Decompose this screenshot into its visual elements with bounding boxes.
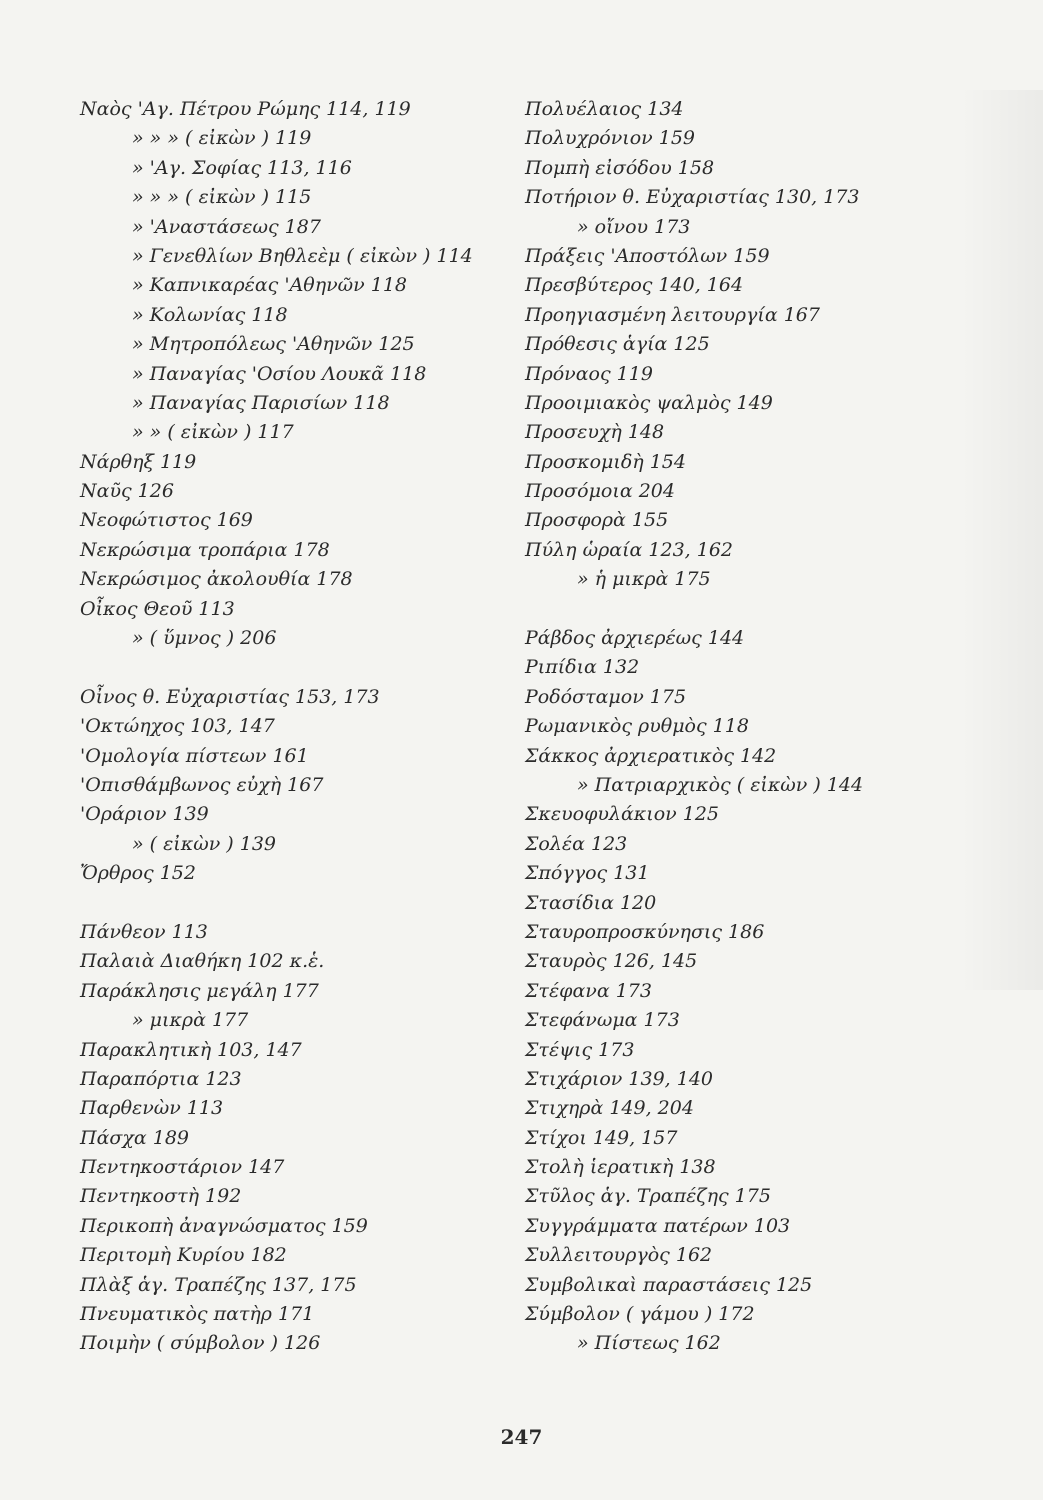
index-entry: Ναὸς 'Αγ. Πέτρου Ρώμης 114, 119 xyxy=(80,98,411,120)
index-entry: » » » ( εἰκὼν ) 115 xyxy=(132,186,312,209)
index-entry: » Παναγίας Παρισίων 118 xyxy=(132,391,390,414)
index-entry: Νεκρώσιμος ἀκολουθία 178 xyxy=(80,568,353,591)
index-entry: » Κολωνίας 118 xyxy=(132,303,288,326)
index-entry: Ρωμανικὸς ρυθμὸς 118 xyxy=(525,715,749,738)
index-entry: » » ( εἰκὼν ) 117 xyxy=(132,421,294,444)
index-entry: 'Οράριον 139 xyxy=(80,803,209,826)
index-entry: Ποιμὴν ( σύμβολον ) 126 xyxy=(80,1332,321,1355)
index-entry: 'Οπισθάμβωνος εὐχὴ 167 xyxy=(80,773,324,796)
index-entry: Προσκομιδὴ 154 xyxy=(525,450,686,473)
index-entry: » » » ( εἰκὼν ) 119 xyxy=(132,127,312,150)
index-entry: Σταυρὸς 126, 145 xyxy=(525,950,698,973)
index-entry: » 'Αναστάσεως 187 xyxy=(132,215,321,238)
index-entry: Σολέα 123 xyxy=(525,832,628,855)
index-entry: » ( ὕμνος ) 206 xyxy=(132,627,277,650)
index-column-right xyxy=(525,95,955,1359)
index-entry: Ροδόσταμον 175 xyxy=(525,685,687,708)
index-entry: » Καπνικαρέας 'Αθηνῶν 118 xyxy=(132,274,408,297)
index-entry: Σπόγγος 131 xyxy=(525,862,650,885)
index-entry: » Παναγίας 'Οσίου Λουκᾶ 118 xyxy=(132,362,427,385)
index-entry: Ριπίδια 132 xyxy=(525,656,640,679)
index-entry: Παράκλησις μεγάλη 177 xyxy=(80,979,319,1002)
index-entry: Πρόναος 119 xyxy=(525,362,653,385)
index-entry: Στίχοι 149, 157 xyxy=(525,1126,678,1149)
index-entry: Πάνθεον 113 xyxy=(80,920,208,943)
index-entry: Προσφορὰ 155 xyxy=(525,509,669,532)
index-entry: Οἶνος θ. Εὐχαριστίας 153, 173 xyxy=(80,685,380,708)
index-entry: Πρόθεσις ἁγία 125 xyxy=(525,333,710,356)
index-entry: Οἶκος Θεοῦ 113 xyxy=(80,597,235,620)
index-entry: 'Ομολογία πίστεων 161 xyxy=(80,744,309,767)
index-entry: Πύλη ὡραία 123, 162 xyxy=(525,538,734,561)
index-entry: Συλλειτουργὸς 162 xyxy=(525,1244,713,1267)
index-entry: Παλαιὰ Διαθήκη 102 κ.ἑ. xyxy=(80,950,325,973)
index-entry: Πολυχρόνιον 159 xyxy=(525,127,696,150)
index-entry: » Μητροπόλεως 'Αθηνῶν 125 xyxy=(132,333,415,356)
index-entry: Σάκκος ἀρχιερατικὸς 142 xyxy=(525,744,777,767)
index-entry: Περικοπὴ ἀναγνώσματος 159 xyxy=(80,1214,368,1237)
index-entry: Προσόμοια 204 xyxy=(525,480,675,503)
index-entry: Στέφανα 173 xyxy=(525,979,652,1002)
index-entry: » μικρὰ 177 xyxy=(132,1009,249,1032)
index-entry: Ράβδος ἀρχιερέως 144 xyxy=(525,627,745,650)
index-entry: » οἴνου 173 xyxy=(577,215,691,238)
index-entry: Πνευματικὸς πατὴρ 171 xyxy=(80,1303,315,1326)
index-entry: Πομπὴ εἰσόδου 158 xyxy=(525,156,715,179)
index-entry: Πλὰξ ἁγ. Τραπέζης 137, 175 xyxy=(80,1273,357,1296)
page-shadow xyxy=(960,90,1043,990)
index-entry: Στασίδια 120 xyxy=(525,891,657,914)
index-entry: Στιχάριον 139, 140 xyxy=(525,1067,713,1090)
index-gap xyxy=(80,653,500,682)
index-entry: » ( εἰκὼν ) 139 xyxy=(132,832,277,855)
index-entry: Σταυροπροσκύνησις 186 xyxy=(525,920,765,943)
index-entry: Σύμβολον ( γάμου ) 172 xyxy=(525,1303,755,1326)
index-entry: Παραπόρτια 123 xyxy=(80,1067,242,1090)
index-gap xyxy=(80,889,500,918)
index-entry: Νάρθηξ 119 xyxy=(80,450,197,473)
index-entry: Πεντηκοστὴ 192 xyxy=(80,1185,242,1208)
index-entry: Ποτήριον θ. Εὐχαριστίας 130, 173 xyxy=(525,186,860,209)
index-entry: Πολυέλαιος 134 xyxy=(525,98,684,120)
index-entry: Νεκρώσιμα τροπάρια 178 xyxy=(80,538,330,561)
index-entry: Σκευοφυλάκιον 125 xyxy=(525,803,720,826)
index-entry: Προηγιασμένη λειτουργία 167 xyxy=(525,303,820,326)
index-entry: Ὄρθρος 152 xyxy=(80,862,196,885)
index-entry: Συμβολικαὶ παραστάσεις 125 xyxy=(525,1273,813,1296)
index-entry: Περιτομὴ Κυρίου 182 xyxy=(80,1244,287,1267)
index-entry: Πάσχα 189 xyxy=(80,1126,190,1149)
index-entry: Στολὴ ἱερατικὴ 138 xyxy=(525,1156,716,1179)
index-entry: Στέψις 173 xyxy=(525,1038,635,1061)
index-column-left xyxy=(80,95,500,1359)
index-entry: Παρακλητικὴ 103, 147 xyxy=(80,1038,302,1061)
index-entry: Στεφάνωμα 173 xyxy=(525,1009,680,1032)
page-number: 247 xyxy=(500,1425,543,1449)
index-entry: Προοιμιακὸς ψαλμὸς 149 xyxy=(525,391,773,414)
index-entry: Νεοφώτιστος 169 xyxy=(80,509,253,532)
index-gap xyxy=(525,595,955,624)
index-entry: 'Οκτώηχος 103, 147 xyxy=(80,715,275,738)
index-entry: » Πίστεως 162 xyxy=(577,1332,721,1355)
index-entry: » 'Αγ. Σοφίας 113, 116 xyxy=(132,156,352,179)
index-entry: Πράξεις 'Αποστόλων 159 xyxy=(525,244,770,267)
index-entry: » Πατριαρχικὸς ( εἰκὼν ) 144 xyxy=(577,773,864,796)
index-entry: Πρεσβύτερος 140, 164 xyxy=(525,274,744,297)
index-entry: Στῦλος ἁγ. Τραπέζης 175 xyxy=(525,1185,771,1208)
index-entry: Παρθενὼν 113 xyxy=(80,1097,224,1120)
index-entry: Συγγράμματα πατέρων 103 xyxy=(525,1214,791,1237)
index-entry: Στιχηρὰ 149, 204 xyxy=(525,1097,694,1120)
index-entry: Πεντηκοστάριον 147 xyxy=(80,1156,285,1179)
index-entry: Ναῦς 126 xyxy=(80,480,174,503)
index-entry: Προσευχὴ 148 xyxy=(525,421,665,444)
index-entry: » ἡ μικρὰ 175 xyxy=(577,568,711,591)
index-entry: » Γενεθλίων Βηθλεὲμ ( εἰκὼν ) 114 xyxy=(132,244,473,267)
